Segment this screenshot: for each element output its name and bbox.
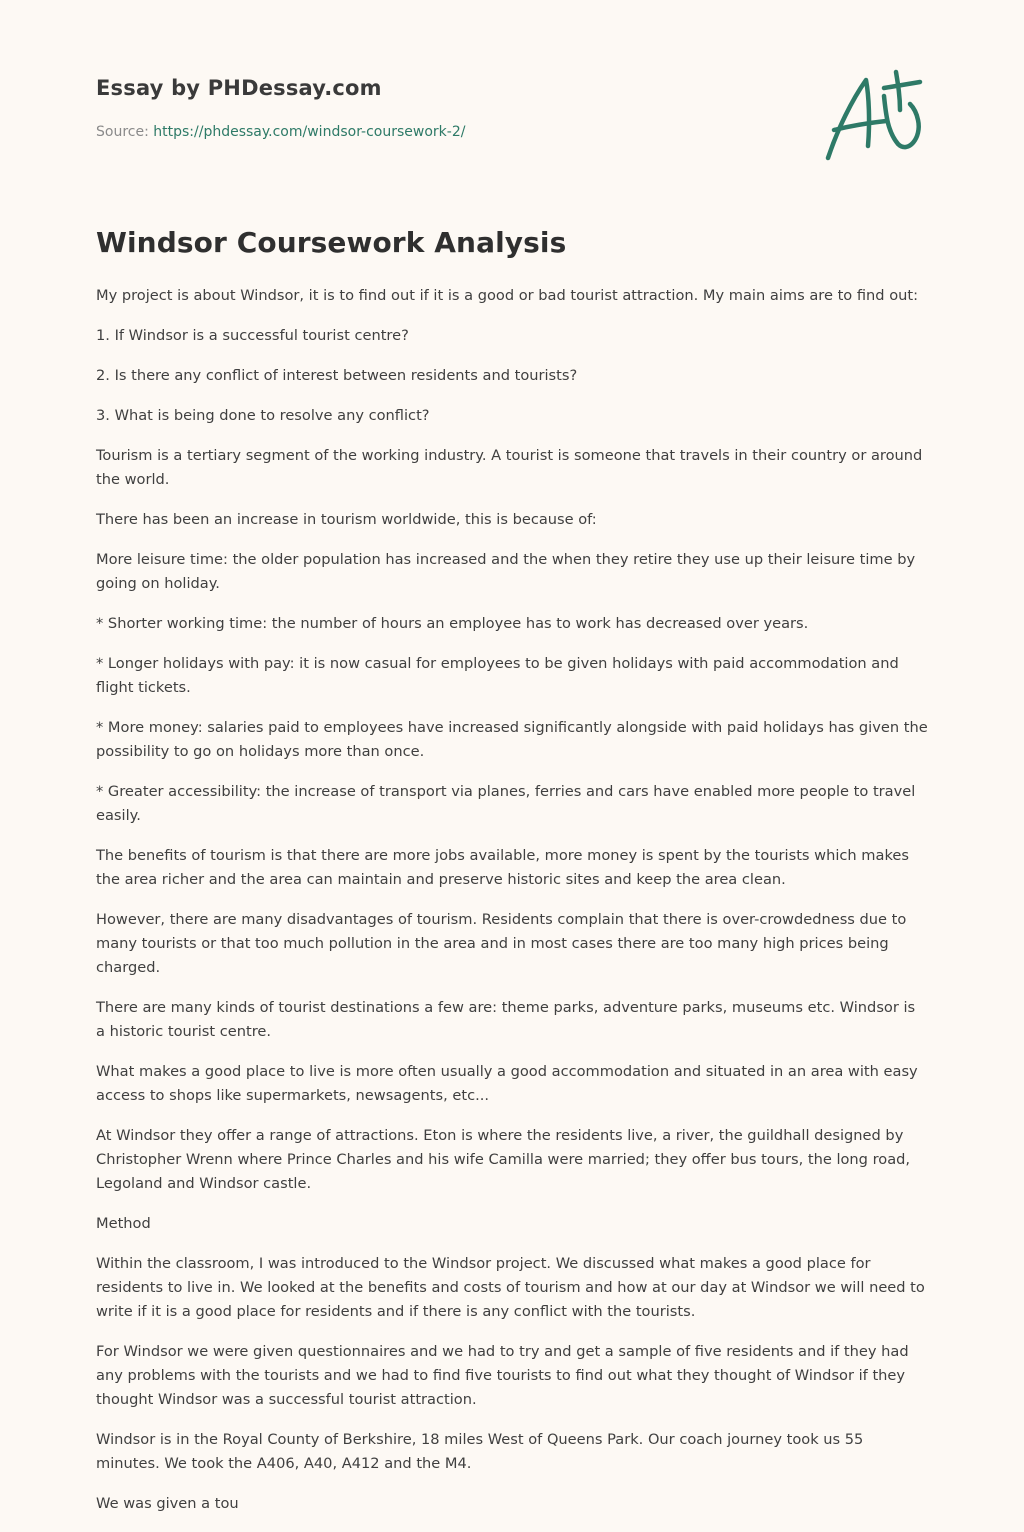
essay-paragraph: Windsor is in the Royal County of Berkshire, 18 miles West of Queens Park. Our coach journey took us 55 minutes. We took the A406, A40, A412 and the M4. [96,1431,864,1472]
essay-paragraph: For Windsor we were given questionnaires and we had to try and get a sample of five residents and if they had any problems with the tourists and we had to find five tourists to find out what they thought of Windsor if they thought Windsor was a successful tourist attraction. [96,1343,909,1408]
essay-paragraph: My project is about Windsor, it is to find out if it is a good or bad tourist attraction. My main aims are to find out: [96,287,919,304]
brand-title: Essay by PHDessay.com [96,76,382,100]
essay-paragraph: Tourism is a tertiary segment of the working industry. A tourist is someone that travels in their country or around the world. [96,447,923,488]
essay-paragraph: What makes a good place to live is more often usually a good accommodation and situated in an area with easy access to shops like supermarkets, newsagents, etc... [96,1063,918,1104]
page-header [96,0,928,200]
essay-paragraph: However, there are many disadvantages of tourism. Residents complain that there is over-crowdedness due to many tourists or that too much pollution in the area and in most cases there are too many high prices being charged. [96,911,907,976]
a-plus-logo-icon [820,66,930,166]
source-label: Source: [96,124,154,140]
essay-paragraph: 1. If Windsor is a successful tourist centre? [96,327,409,344]
essay-paragraph: * Longer holidays with pay: it is now casual for employees to be given holidays with paid accommodation and flight tickets. [96,655,899,696]
essay-paragraph: * More money: salaries paid to employees have increased significantly alongside with paid holidays has given the possibility to go on holidays more than once. [96,719,928,760]
source-link[interactable]: https://phdessay.com/windsor-coursework-2/ [153,124,466,140]
essay-paragraph: At Windsor they offer a range of attractions. Eton is where the residents live, a river, the guildhall designed by Christopher Wrenn where Prince Charles and his wife Camilla were married; they offer bus tours, the long road, Legoland and Windsor castle. [96,1127,911,1192]
essay-paragraph: The benefits of tourism is that there are more jobs available, more money is spent by the tourists which makes the area richer and the area can maintain and preserve historic sites and keep the area clean. [96,847,909,888]
essay-body [96,284,928,1532]
essay-paragraph: * Shorter working time: the number of hours an employee has to work has decreased over years. [96,615,809,632]
essay-page [96,0,928,1512]
essay-paragraph: 2. Is there any conflict of interest between residents and tourists? [96,367,578,384]
essay-paragraph: There are many kinds of tourist destinations a few are: theme parks, adventure parks, museums etc. Windsor is a historic tourist centre. [96,999,916,1040]
essay-paragraph: We was given a tou [96,1495,239,1512]
essay-paragraph: Method [96,1215,151,1232]
essay-paragraph: Within the classroom, I was introduced to the Windsor project. We discussed what makes a good place for residents to live in. We looked at the benefits and costs of tourism and how at our day at Windsor we will need to write if it is a good place for residents and if there is any conflict with the tourists. [96,1255,925,1320]
source-line [96,124,465,140]
essay-paragraph: There has been an increase in tourism worldwide, this is because of: [96,511,597,528]
essay-paragraph: * Greater accessibility: the increase of transport via planes, ferries and cars have enabled more people to travel easily. [96,783,916,824]
essay-paragraph: More leisure time: the older population has increased and the when they retire they use up their leisure time by going on holiday. [96,551,916,592]
essay-title: Windsor Coursework Analysis [96,226,567,259]
essay-paragraph: 3. What is being done to resolve any conflict? [96,407,430,424]
